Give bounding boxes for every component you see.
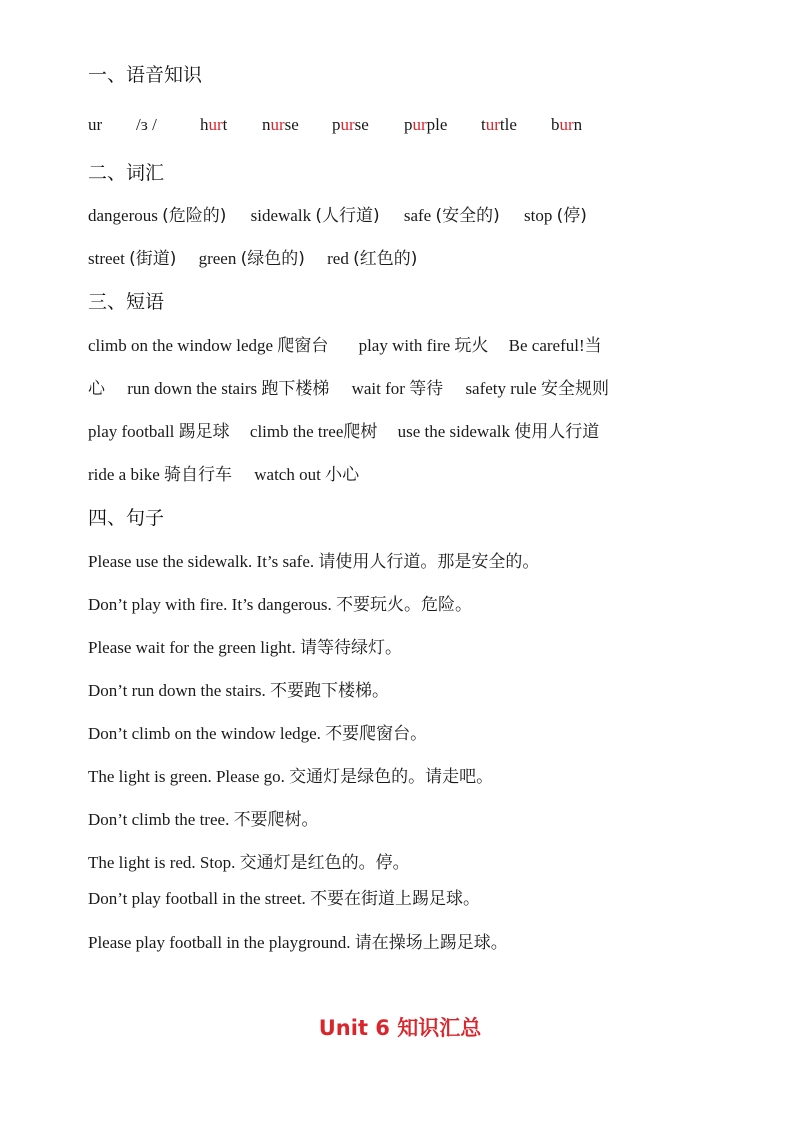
sentence-line: Please play football in the playground. 请在操场上踢足球。 [88,933,508,953]
sentence-line: Don’t play football in the street. 不要在街道上踢足球。 [88,889,481,909]
section-heading-phrases: 三、短语 [88,291,165,313]
phonics-word: purse [332,115,369,134]
phrase-item: Be careful!当 [508,336,602,356]
phrase-line [88,374,609,399]
phrase-item: 心 [88,379,105,399]
phrase-item: use the sidewalk 使用人行道 [397,422,600,442]
phonics-word: nurse [262,115,299,134]
sentence-line: Don’t run down the stairs. 不要跑下楼梯。 [88,681,389,701]
vocab-item: dangerous (危险的) [88,206,227,226]
phrase-item: run down the stairs 跑下楼梯 [127,379,330,399]
phrase-item: play with fire 玩火 [358,336,489,356]
section-heading-sentences: 四、句子 [88,507,165,529]
phrase-item: wait for 等待 [351,379,444,399]
vocab-item: stop (停) [523,206,587,226]
sentence-line: Don’t play with fire. It’s dangerous. 不要玩火。危险。 [88,595,473,615]
sentence-line: Don’t climb the tree. 不要爬树。 [88,810,319,830]
phonics-letters: ur [88,115,103,134]
phrase-item: safety rule 安全规则 [465,379,609,399]
vocab-item: safe (安全的) [403,206,500,226]
section-heading-vocab: 二、词汇 [88,162,165,184]
sentence-line: The light is green. Please go. 交通灯是绿色的。请走吧。 [88,767,494,787]
sentence-line: Please use the sidewalk. It’s safe. 请使用人行道。那是安全的。 [88,552,540,572]
phonics-ipa: /ɜ / [136,115,157,134]
sentence-line: Don’t climb on the window ledge. 不要爬窗台。 [88,724,428,744]
vocab-line [88,244,417,269]
vocab-item: red (红色的) [327,249,418,269]
vocab-item: street (街道) [88,249,177,269]
phonics-word: purple [404,115,448,134]
section-heading-phonics: 一、语音知识 [88,64,203,86]
phrase-item: play football 踢足球 [88,422,230,442]
vocab-item: green (绿色的) [198,249,305,269]
phrase-item: climb on the window ledge 爬窗台 [88,336,329,356]
phrase-line [88,460,359,485]
phrase-item: watch out 小心 [254,465,360,485]
vocab-line [88,201,587,226]
phrase-item: climb the tree爬树 [249,422,378,442]
phrase-item: ride a bike 骑自行车 [88,465,232,485]
sentence-line: The light is red. Stop. 交通灯是红色的。停。 [88,853,410,873]
phonics-word: turtle [481,115,517,134]
phonics-word: burn [551,115,583,134]
phonics-word: hurt [200,115,228,134]
footer-title: Unit 6 知识汇总 [318,1016,482,1040]
sentence-line: Please wait for the green light. 请等待绿灯。 [88,638,402,658]
vocab-item: sidewalk (人行道) [250,206,380,226]
phrase-line [88,331,602,356]
phrase-line [88,417,599,442]
